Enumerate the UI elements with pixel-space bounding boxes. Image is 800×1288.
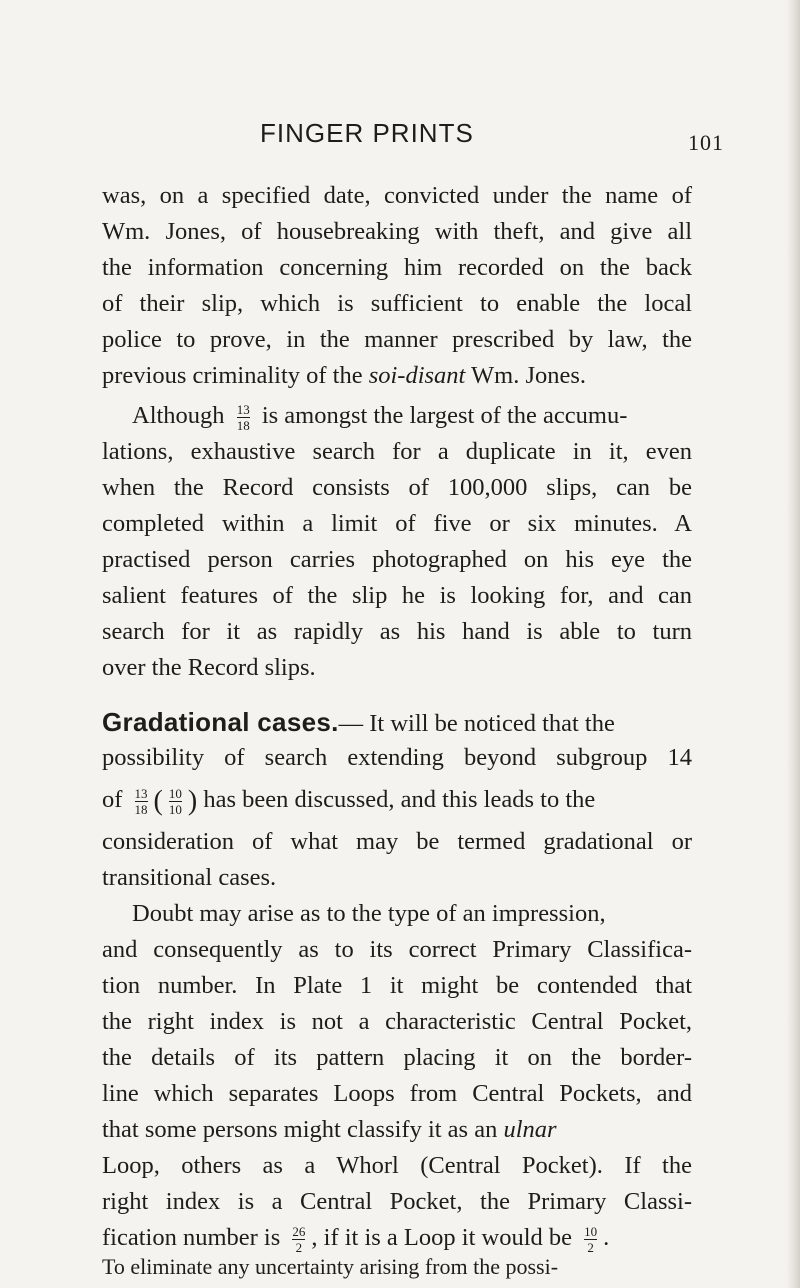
text-line (102, 398, 692, 434)
text-span: fication number is (102, 1224, 287, 1251)
parenthesis: ) (187, 785, 198, 817)
fraction-denominator: 18 (134, 801, 148, 817)
fraction (135, 787, 148, 816)
text-span: , if it is a Loop it would be (311, 1224, 579, 1251)
fraction (237, 403, 250, 432)
fraction-numerator: 13 (236, 401, 250, 417)
text-span: Wm. Jones. (465, 362, 587, 389)
section-heading: Gradational cases. (102, 707, 339, 737)
italic-term: ulnar (503, 1116, 557, 1143)
text-line: completed within a limit of five or six minutes. A (102, 510, 692, 537)
running-title: FINGER PRINTS (260, 118, 474, 148)
text-span: that some persons might classify it as an (102, 1116, 504, 1143)
fraction (169, 787, 182, 816)
text-line (102, 358, 692, 394)
page-number: 101 (688, 130, 724, 155)
text-line (102, 704, 692, 742)
fraction-denominator: 10 (168, 801, 182, 817)
text-span: Although (132, 402, 231, 429)
text-line: over the Record slips. (102, 654, 316, 681)
fraction (292, 1225, 305, 1254)
text-line: when the Record consists of 100,000 slips, can be (102, 474, 692, 501)
text-line: the details of its pattern placing it on the border- (102, 1044, 692, 1071)
text-line: Loop, others as a Whorl (Central Pocket). If the (102, 1152, 692, 1179)
fraction (584, 1225, 597, 1254)
text-span: is amongst the largest of the accumu- (255, 402, 628, 429)
page-edge (786, 0, 800, 1288)
text-line: To eliminate any uncertainty arising from the possi- (102, 1254, 559, 1279)
fraction-denominator: 18 (236, 417, 250, 433)
text-line: police to prove, in the manner prescribed by law, the (102, 326, 692, 353)
text-line: transitional cases. (102, 864, 277, 891)
text-line (102, 1112, 692, 1148)
text-line (102, 782, 692, 819)
text-line: of their slip, which is sufficient to enable the local (102, 290, 692, 317)
text-line: practised person carries photographed on his eye the (102, 546, 692, 573)
text-line: the information concerning him recorded on the back (102, 254, 692, 281)
text-line: right index is a Central Pocket, the Primary Classi- (102, 1188, 692, 1215)
text-line: lations, exhaustive search for a duplicate in it, even (102, 438, 692, 465)
fraction-denominator: 2 (295, 1239, 303, 1255)
text-line: tion number. In Plate 1 it might be contended that (102, 972, 692, 999)
text-line: line which separates Loops from Central Pockets, and (102, 1080, 692, 1107)
text-line: and consequently as to its correct Primary Classifica- (102, 936, 692, 963)
text-line: search for it as rapidly as his hand is able to turn (102, 618, 692, 645)
text-span: previous criminality of the (102, 362, 369, 389)
text-line: was, on a specified date, convicted under the name of (102, 182, 692, 209)
text-span: — It will be noticed that the (338, 710, 615, 737)
text-line: Wm. Jones, of housebreaking with theft, and give all (102, 218, 692, 245)
text-line: consideration of what may be termed gradational or (102, 828, 692, 855)
fraction-numerator: 10 (168, 785, 182, 801)
text-line: Doubt may arise as to the type of an impression, (132, 900, 606, 927)
fraction-numerator: 13 (134, 785, 148, 801)
text-line: possibility of search extending beyond subgroup 14 (102, 744, 692, 771)
text-span: has been discussed, and this leads to the (197, 786, 596, 813)
text-line (102, 1220, 692, 1256)
text-line: salient features of the slip he is looking for, and can (102, 582, 692, 609)
text-line: the right index is not a characteristic Central Pocket, (102, 1008, 692, 1035)
fraction-denominator: 2 (587, 1239, 594, 1255)
fraction-numerator: 10 (584, 1223, 598, 1239)
text-span: . (603, 1224, 610, 1251)
parenthesis: ( (153, 785, 163, 817)
italic-term: soi-disant (368, 362, 466, 389)
text-span: of (102, 786, 129, 813)
fraction-numerator: 26 (292, 1223, 306, 1239)
